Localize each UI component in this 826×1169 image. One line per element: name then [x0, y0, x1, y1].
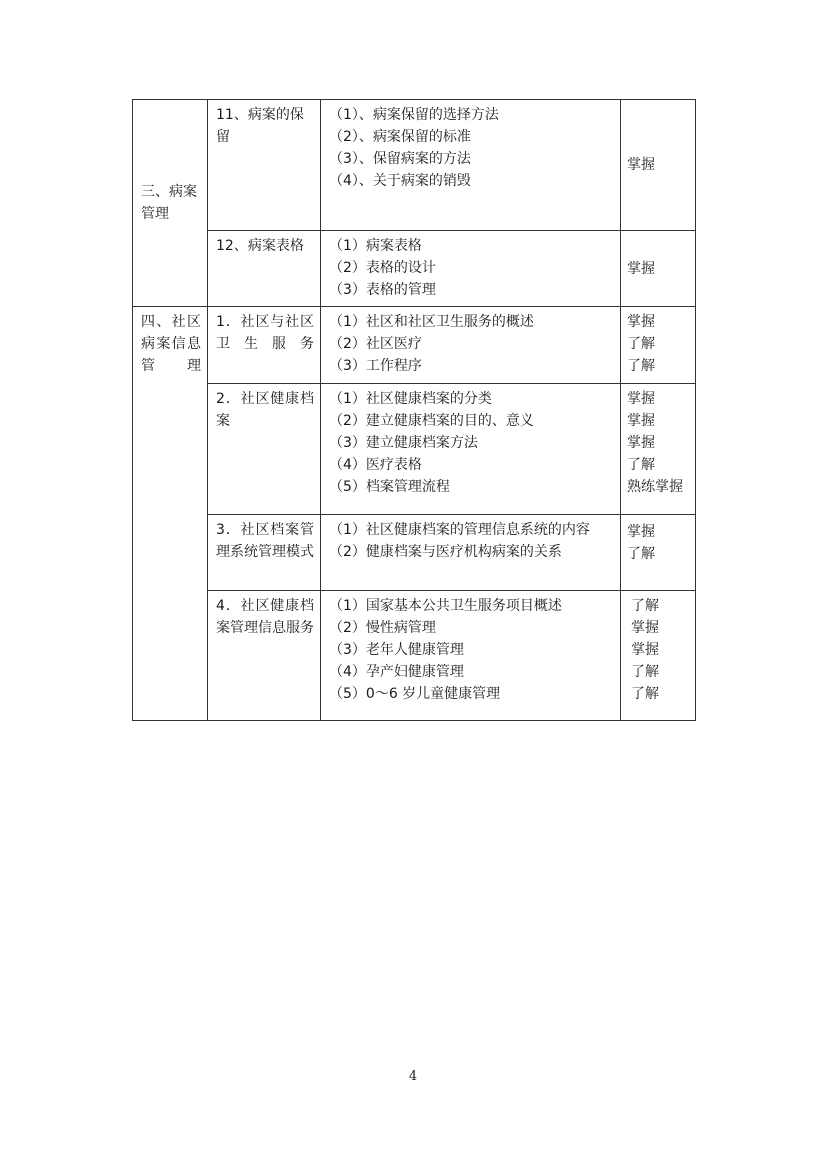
table-row [133, 384, 696, 515]
content-line: （1）国家基本公共卫生服务项目概述 [329, 598, 562, 614]
topic-name: 2．社区健康档案 [216, 391, 314, 429]
content-line: （1）、病案保留的选择方法 [329, 107, 499, 123]
topic-name: 4．社区健康档案管理信息服务 [216, 598, 314, 636]
content-line: （2）表格的设计 [329, 260, 436, 276]
topic-cell [208, 100, 321, 231]
content-cell [321, 591, 621, 721]
level-cell [621, 591, 696, 721]
content-cell [321, 307, 621, 384]
level-label: 了解 [627, 457, 655, 473]
syllabus-table [132, 99, 696, 721]
content-line: （1）社区健康档案的管理信息系统的内容 [329, 522, 590, 538]
level-label: 掌握 [627, 524, 655, 540]
table-row [133, 100, 696, 231]
topic-name: 11、病案的保留 [216, 107, 304, 145]
level-label: 了解 [627, 546, 655, 562]
level-label: 熟练掌握 [627, 479, 683, 495]
section-title: 三、病案管理 [141, 184, 197, 222]
content-line: （1）病案表格 [329, 238, 422, 254]
level-label: 了解 [631, 664, 659, 680]
level-cell [621, 231, 696, 307]
content-line: （3）建立健康档案方法 [329, 435, 478, 451]
content-line: （3）老年人健康管理 [329, 642, 464, 658]
topic-cell [208, 384, 321, 515]
level-label: 掌握 [627, 260, 655, 277]
topic-cell [208, 515, 321, 591]
level-label: 掌握 [627, 391, 655, 407]
content-line: （4）医疗表格 [329, 457, 422, 473]
table-row [133, 591, 696, 721]
table-row [133, 515, 696, 591]
content-line: （4）、关于病案的销毁 [329, 173, 471, 189]
level-label: 掌握 [627, 157, 655, 173]
level-cell [621, 307, 696, 384]
level-cell [621, 384, 696, 515]
content-line: （5）0～6 岁儿童健康管理 [329, 686, 501, 702]
topic-cell [208, 591, 321, 721]
content-line: （2）慢性病管理 [329, 620, 436, 636]
topic-name: 12、病案表格 [216, 238, 304, 254]
topic-cell [208, 231, 321, 307]
table-row [133, 231, 696, 307]
content-cell [321, 384, 621, 515]
topic-name: 1．社区与社区卫生服务 [216, 314, 314, 352]
level-label: 了解 [627, 358, 655, 374]
content-line: （4）孕产妇健康管理 [329, 664, 464, 680]
level-cell [621, 515, 696, 591]
level-label: 了解 [627, 336, 655, 352]
content-line: （3）、保留病案的方法 [329, 151, 471, 167]
content-cell [321, 231, 621, 307]
content-line: （2）建立健康档案的目的、意义 [329, 413, 534, 429]
section-title-cell [133, 100, 208, 307]
content-line: （5）档案管理流程 [329, 479, 450, 495]
level-label: 掌握 [627, 413, 655, 429]
table-row [133, 307, 696, 384]
level-label: 掌握 [631, 620, 659, 636]
content-line: （2）社区医疗 [329, 336, 422, 352]
content-line: （2）、病案保留的标准 [329, 129, 471, 145]
content-line: （1）社区和社区卫生服务的概述 [329, 314, 534, 330]
topic-name: 3．社区档案管理系统管理模式 [216, 522, 314, 560]
level-label: 了解 [631, 598, 659, 614]
section-title-cell [133, 307, 208, 721]
level-label: 掌握 [631, 642, 659, 658]
topic-cell [208, 307, 321, 384]
content-cell [321, 100, 621, 231]
level-label: 掌握 [627, 435, 655, 451]
level-label: 了解 [631, 686, 659, 702]
section-title: 四、社区病案信息管理 [141, 314, 201, 374]
content-line: （3）工作程序 [329, 358, 422, 374]
content-line: （1）社区健康档案的分类 [329, 391, 492, 407]
level-cell [621, 100, 696, 231]
content-cell [321, 515, 621, 591]
content-line: （2）健康档案与医疗机构病案的关系 [329, 544, 562, 560]
page-number: 4 [408, 1069, 418, 1084]
level-label: 掌握 [627, 314, 655, 330]
content-line: （3）表格的管理 [329, 282, 436, 298]
